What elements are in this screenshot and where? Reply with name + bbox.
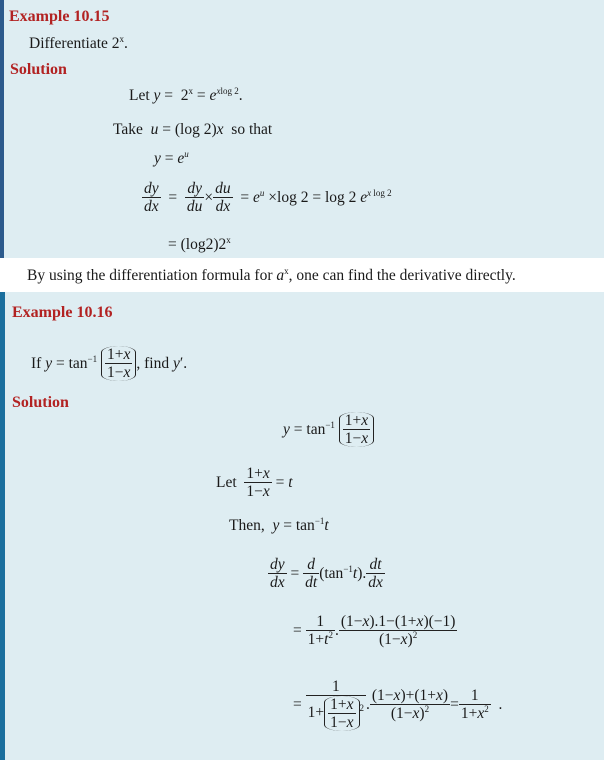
math-line-chain-rule: $\frac{dy}{dx}$ = $\frac{dy}{du}$ × $\frac{du}{dx}$ = $e^u \times\log$ 2 = log 2 $e^{x log 2}$ bbox=[144, 180, 392, 215]
math-line-y: $y = \tan^{-1}$ $\frac{1+x}{1-x}$ bbox=[283, 412, 374, 447]
math-line-take: Take u = (log 2)x so that bbox=[113, 121, 273, 138]
math-line-step1: = $\frac{1}{1+t^2}$ . $\frac{(1-x).1-(1+x)(-1)}{(1-x)^2}$ bbox=[293, 613, 456, 648]
solution-label: Solution bbox=[10, 61, 67, 78]
math-line-let-t: Let $\frac{1+x}{1-x}$ = t bbox=[216, 465, 293, 500]
math-line-step2: = 1 1+ $\frac{1+x}{1-x}$ $^2$ . $\frac{(1-x)+(1+x)}{(1-x)^2}$ = $\frac{1}{1+x^2}$ . bbox=[293, 678, 503, 731]
math-line-then: Then, $y = \tan^{-1}t$ bbox=[229, 515, 329, 534]
math-line-derivative: $\frac{dy}{dx}$ = $\frac{d}{dt}$ $(\tan^{-1}t)$. $\frac{dt}{dx}$ bbox=[270, 556, 383, 591]
example-title: Example 10.16 bbox=[12, 304, 113, 321]
accent-bar bbox=[0, 292, 5, 760]
example-prompt: If $y = \tan^{-1}$ $\frac{1+x}{1-x}$ , find y′. bbox=[31, 346, 188, 381]
math-line-let: Let $y = 2^x = e^{xlog 2}$. bbox=[129, 85, 243, 104]
accent-bar bbox=[0, 0, 4, 258]
note-line: By using the differentiation formula for $a^x$, one can find the derivative directly. bbox=[27, 265, 516, 284]
solution-label: Solution bbox=[12, 394, 69, 411]
math-line-y-eu: $y = e^u$ bbox=[154, 148, 189, 167]
example-title: Example 10.15 bbox=[9, 8, 110, 25]
math-line-result: = $(\log 2)2^x$ bbox=[168, 234, 231, 253]
example-prompt: Differentiate 2$^x$. bbox=[29, 33, 128, 52]
